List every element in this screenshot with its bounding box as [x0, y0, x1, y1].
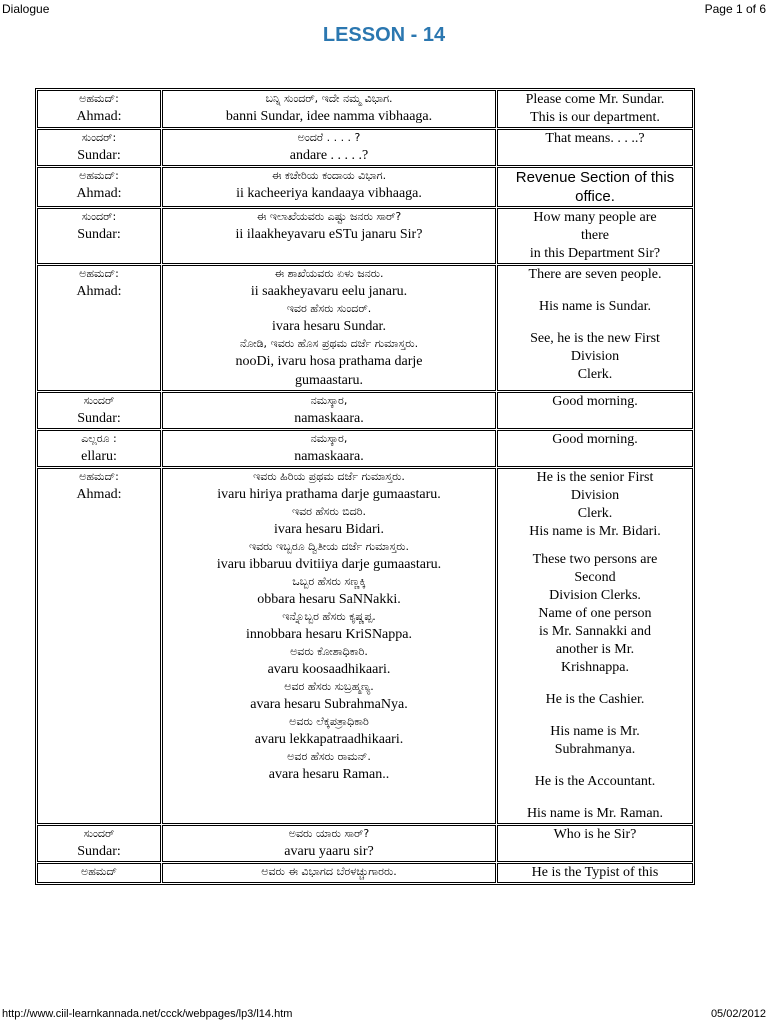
kannada-line: ಅಂದರೆ . . . . ?: [297, 131, 361, 144]
roman-line: ivaru hiriya prathama darje gumaastaru.: [217, 487, 441, 502]
dialogue-cell: [162, 265, 496, 391]
dialogue-cell: [162, 392, 496, 429]
dialogue-table: [35, 88, 695, 885]
page-indicator: Page 1 of 6: [704, 2, 766, 16]
english-line: there: [581, 228, 609, 243]
english-line: His name is Sundar.: [539, 299, 651, 314]
english-line: Clerk.: [577, 367, 613, 382]
speaker-roman: Ahmad:: [76, 487, 122, 502]
kannada-line: ನಮಸ್ಕಾರ,: [310, 432, 348, 445]
kannada-line: ನಮಸ್ಕಾರ,: [310, 394, 348, 407]
english-line: That means. . . ..?: [545, 131, 645, 146]
speaker-kannada: ಸುಂದರ್: [83, 394, 115, 407]
speaker-cell: [37, 265, 161, 391]
dialogue-row: [37, 90, 693, 128]
dialogue-row: [37, 167, 693, 207]
kannada-line: ನೋಡಿ, ಇವರು ಹೊಸ ಪ್ರಥಮ ದರ್ಜೆ ಗುಮಾಸ್ತರು.: [239, 337, 419, 350]
roman-line: andare . . . . .?: [289, 148, 369, 163]
kannada-line: ಅವರು ಲೆಕ್ಕಪತ್ರಾಧಿಕಾರಿ: [289, 715, 369, 728]
translation-cell: [497, 265, 693, 391]
kannada-line: ಅವರ ಹೆಸರು ಸುಬ್ರಹ್ಮಣ್ಯ.: [284, 680, 374, 693]
dialogue-cell: [162, 468, 496, 824]
english-line: These two persons are: [532, 552, 658, 567]
speaker-cell: [37, 392, 161, 429]
roman-line: avara hesaru Raman..: [268, 767, 390, 782]
dialogue-row: [37, 863, 693, 883]
english-line: Second: [574, 570, 616, 585]
footer-date: 05/02/2012: [710, 1008, 766, 1020]
kannada-line: ಬನ್ನಿ ಸುಂದರ್, ಇದೇ ನಮ್ಮ ವಿಭಾಗ.: [265, 92, 393, 105]
translation-cell: [497, 825, 693, 862]
speaker-cell: [37, 863, 161, 883]
dialogue-cell: [162, 430, 496, 467]
english-line: His name is Mr.: [550, 724, 640, 739]
roman-line: ii kacheeriya kandaaya vibhaaga.: [236, 186, 422, 201]
kannada-line: ಇವರ ಹೆಸರು ಬಿದರಿ.: [291, 505, 367, 518]
roman-line: banni Sundar, idee namma vibhaaga.: [225, 109, 433, 124]
roman-line: gumaastaru.: [294, 373, 364, 388]
speaker-kannada: ಅಹಮದ್:: [79, 169, 119, 182]
speaker-kannada: ಸುಂದರ್:: [81, 131, 117, 144]
speaker-roman: Sundar:: [77, 844, 121, 859]
english-line: He is the Accountant.: [534, 774, 656, 789]
kannada-line: ಇವರು ಹಿರಿಯ ಪ್ರಥಮ ದರ್ಜೆ ಗುಮಾಸ್ತರು.: [253, 470, 405, 483]
english-line: His name is Mr. Raman.: [526, 806, 664, 821]
dialogue-cell: [162, 208, 496, 264]
speaker-roman: ellaru:: [81, 449, 117, 464]
translation-cell: [497, 167, 693, 207]
dialogue-row: [37, 129, 693, 166]
english-line: Krishnappa.: [560, 660, 630, 675]
english-line: Name of one person: [538, 606, 652, 621]
kannada-line: ಅವರ ಹೆಸರು ರಾಮನ್.: [287, 750, 371, 763]
speaker-roman: Ahmad:: [76, 186, 122, 201]
roman-line: avaru koosaadhikaari.: [267, 662, 391, 677]
english-line: This is our department.: [530, 110, 660, 125]
roman-line: avaru lekkapatraadhikaari.: [254, 732, 404, 747]
roman-line: ii ilaakheyavaru eSTu janaru Sir?: [235, 227, 423, 242]
english-line: He is the Typist of this: [531, 865, 659, 880]
footer-url: http://www.ciil-learnkannada.net/ccck/webpages/lp3/l14.htm: [2, 1008, 293, 1020]
speaker-kannada: ಅಹಮದ್:: [79, 267, 119, 280]
kannada-line: ಇವರು ಇಬ್ಬರೂ ದ್ವಿತೀಯ ದರ್ಜೆ ಗುಮಾಸ್ತರು.: [248, 540, 410, 553]
roman-line: avara hesaru SubrahmaNya.: [250, 697, 408, 712]
roman-line: ivara hesaru Bidari.: [273, 522, 384, 537]
english-line: is Mr. Sannakki and: [539, 624, 651, 639]
speaker-cell: [37, 129, 161, 166]
roman-line: ivaru ibbaruu dvitiiya darje gumaastaru.: [216, 557, 442, 572]
speaker-roman: Ahmad:: [76, 284, 122, 299]
english-line: Good morning.: [552, 394, 638, 409]
dialogue-row: [37, 392, 693, 429]
kannada-line: ಇವರ ಹೆಸರು ಸುಂದರ್.: [286, 302, 372, 315]
speaker-kannada: ಅಹಮದ್:: [79, 92, 119, 105]
english-line: Division Clerks.: [549, 588, 641, 603]
kannada-line: ಈ ಇಲಾಖೆಯವರು ಎಷ್ಟು ಜನರು ಸಾರ್?: [256, 210, 402, 223]
dialogue-row: [37, 265, 693, 391]
english-line: Please come Mr. Sundar.: [525, 92, 665, 107]
speaker-cell: [37, 430, 161, 467]
speaker-kannada: ಸುಂದರ್: [83, 827, 115, 840]
kannada-line: ಅವರು ಈ ವಿಭಾಗದ ಬೆರಳಚ್ಚುಗಾರರು.: [261, 865, 397, 878]
english-line: Good morning.: [552, 432, 638, 447]
dialogue-row: [37, 468, 693, 824]
speaker-cell: [37, 90, 161, 128]
dialogue-cell: [162, 863, 496, 883]
speaker-kannada: ಸುಂದರ್:: [81, 210, 117, 223]
header-title: Dialogue: [2, 2, 50, 16]
kannada-line: ಈ ಶಾಖೆಯವರು ಏಳು ಜನರು.: [274, 267, 384, 280]
speaker-kannada: ಅಹಮದ್: [80, 865, 117, 878]
translation-cell: [497, 90, 693, 128]
dialogue-row: [37, 430, 693, 467]
roman-line: nooDi, ivaru hosa prathama darje: [235, 354, 423, 369]
roman-line: innobbara hesaru KriSNappa.: [245, 627, 412, 642]
english-line: He is the senior First: [536, 470, 654, 485]
speaker-roman: Ahmad:: [76, 109, 122, 124]
english-line: Subrahmanya.: [554, 742, 636, 757]
speaker-roman: Sundar:: [77, 227, 121, 242]
roman-line: ii saakheyavaru eelu janaru.: [250, 284, 408, 299]
speaker-kannada: ಎಲ್ಲರೂ :: [81, 432, 117, 445]
speaker-cell: [37, 208, 161, 264]
translation-cell: [497, 863, 693, 883]
speaker-cell: [37, 825, 161, 862]
speaker-cell: [37, 167, 161, 207]
roman-line: avaru yaaru sir?: [284, 844, 374, 859]
dialogue-cell: [162, 825, 496, 862]
english-line: There are seven people.: [528, 267, 662, 282]
english-line: in this Department Sir?: [529, 246, 661, 261]
dialogue-row: [37, 825, 693, 862]
translation-cell: [497, 392, 693, 429]
speaker-kannada: ಅಹಮದ್:: [79, 470, 119, 483]
kannada-line: ಅವರು ಯಾರು ಸಾರ್?: [288, 827, 370, 840]
english-line: See, he is the new First: [530, 331, 660, 346]
translation-cell: [497, 208, 693, 264]
english-line: Who is he Sir?: [553, 827, 637, 842]
kannada-line: ಈ ಕಚೇರಿಯ ಕಂದಾಯ ವಿಭಾಗ.: [271, 169, 387, 182]
kannada-line: ಒಬ್ಬರ ಹೆಸರು ಸಣ್ಣಕ್ಕಿ: [292, 575, 366, 588]
dialogue-cell: [162, 90, 496, 128]
english-line: Division: [570, 349, 620, 364]
dialogue-cell: [162, 129, 496, 166]
translation-cell: [497, 468, 693, 824]
roman-line: namaskaara.: [294, 411, 364, 426]
speaker-roman: Sundar:: [77, 148, 121, 163]
dialogue-cell: [162, 167, 496, 207]
kannada-line: ಅವರು ಕೋಶಾಧಿಕಾರಿ.: [290, 645, 368, 658]
english-line: Division: [570, 488, 620, 503]
english-line: His name is Mr. Bidari.: [529, 524, 661, 539]
dialogue-row: [37, 208, 693, 264]
english-line: Revenue Section of this office.: [515, 169, 675, 205]
english-line: How many people are: [533, 210, 657, 225]
roman-line: ivara hesaru Sundar.: [272, 319, 386, 334]
speaker-cell: [37, 468, 161, 824]
english-line: Clerk.: [577, 506, 613, 521]
translation-cell: [497, 430, 693, 467]
english-line: He is the Cashier.: [545, 692, 645, 707]
english-line: another is Mr.: [555, 642, 635, 657]
speaker-roman: Sundar:: [77, 411, 121, 426]
kannada-line: ಇನ್ನೊಬ್ಬರ ಹೆಸರು ಕೃಷ್ಣಪ್ಪ.: [282, 610, 376, 623]
roman-line: namaskaara.: [294, 449, 364, 464]
translation-cell: [497, 129, 693, 166]
lesson-title: LESSON - 14: [322, 24, 446, 46]
roman-line: obbara hesaru SaNNakki.: [257, 592, 401, 607]
